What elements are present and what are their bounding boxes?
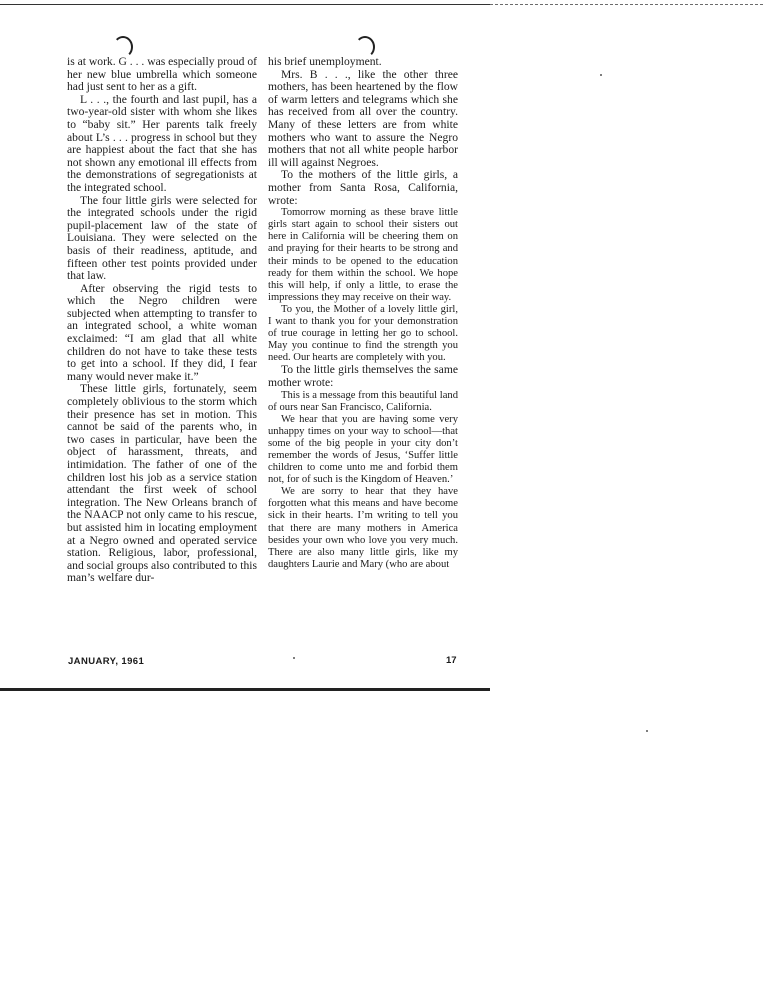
quoted-letter-paragraph: Tomorrow morning as these brave little girls start again to school their sisters out here in California will be cheering them on and praying for their hearts to be strong and their minds to be opened to the education ready for them within the school. We hope this will help, if only a little, to erase the impressions they may receive on their way.: [268, 207, 458, 303]
paragraph: These little girls, fortunately, seem completely oblivious to the storm which their presence has set in motion. This cannot be said of the parents who, in two cases in particular, have been the object of harassment, threats, and intimidation. The father of one of the children lost his job as a service station attendant the first week of school integration. The New Orleans branch of the NAACP not only came to his rescue, but assisted him in locating employment at a Negro owned and operated service station. Religious, labor, professional, and social groups also contributed to this man’s welfare dur-: [67, 382, 257, 585]
paragraph: The four little girls were selected for the integrated schools under the rigid pupil-placement law of the state of Louisiana. They were selected on the basis of their readiness, aptitude, and fifteen other test points provided under that law.: [67, 193, 257, 283]
paragraph: Mrs. B . . ., like the other three mothers, has been heartened by the flow of warm letters and telegrams which she has received from all over the country. Many of these letters are from white mothers who want to assure the Negro mothers that not all white people harbor ill will against Negroes.: [268, 67, 458, 169]
paragraph: his brief unemployment.: [268, 55, 382, 68]
page-number: 17: [446, 655, 457, 666]
quoted-letter-paragraph: To you, the Mother of a lovely little girl, I want to thank you for your demonstration of true courage in letting her go to school. May you continue to find the strength you need. Our hearts are completely with you.: [268, 303, 458, 364]
left-text-column: [67, 56, 257, 585]
paragraph: is at work. G . . . was especially proud of her new blue umbrella which someone had just sent to her as a gift.: [67, 55, 257, 94]
scan-speck: [293, 657, 295, 659]
quoted-letter-paragraph: We hear that you are having some very unhappy times on your way to school—that some of the big people in your city don’t remember the words of Jesus, ‘Suffer little children to come unto me and forbid them not, for of such is the Kingdom of Heaven.’: [268, 413, 458, 486]
footer-date: JANUARY, 1961: [68, 656, 145, 667]
paragraph: L . . ., the fourth and last pupil, has a two-year-old sister with whom she likes to “baby sit.” Her parents talk freely about L’s . . . progress in school but they are happiest about the fact that she has not shown any emotional ill effects from the demonstrations of segregationists at the integrated school.: [67, 92, 257, 194]
paragraph: To the little girls themselves the same mother wrote:: [268, 363, 458, 389]
paragraph: To the mothers of the little girls, a mother from Santa Rosa, California, wrote:: [268, 168, 458, 207]
right-text-column: [268, 56, 458, 571]
top-page-edge: [0, 4, 490, 5]
scan-speck: [600, 74, 602, 76]
bottom-page-edge: [0, 688, 490, 691]
paragraph: After observing the rigid tests to which the Negro children were subjected when attempting to transfer to an integrated school, a white woman exclaimed: “I am glad that all white children do not have to take these tests to get into a school. If they did, I fear many would never make it.”: [67, 281, 257, 383]
quoted-letter-paragraph: This is a message from this beautiful land of ours near San Francisco, California.: [268, 389, 458, 413]
scan-speck: [646, 730, 648, 732]
quoted-letter-paragraph: We are sorry to hear that they have forgotten what this means and have become sick in their hearts. I’m writing to tell you that there are many mothers in America besides your own who love you very much. There are also many little girls, like my daughters Laurie and Mary (who are about: [268, 486, 458, 570]
